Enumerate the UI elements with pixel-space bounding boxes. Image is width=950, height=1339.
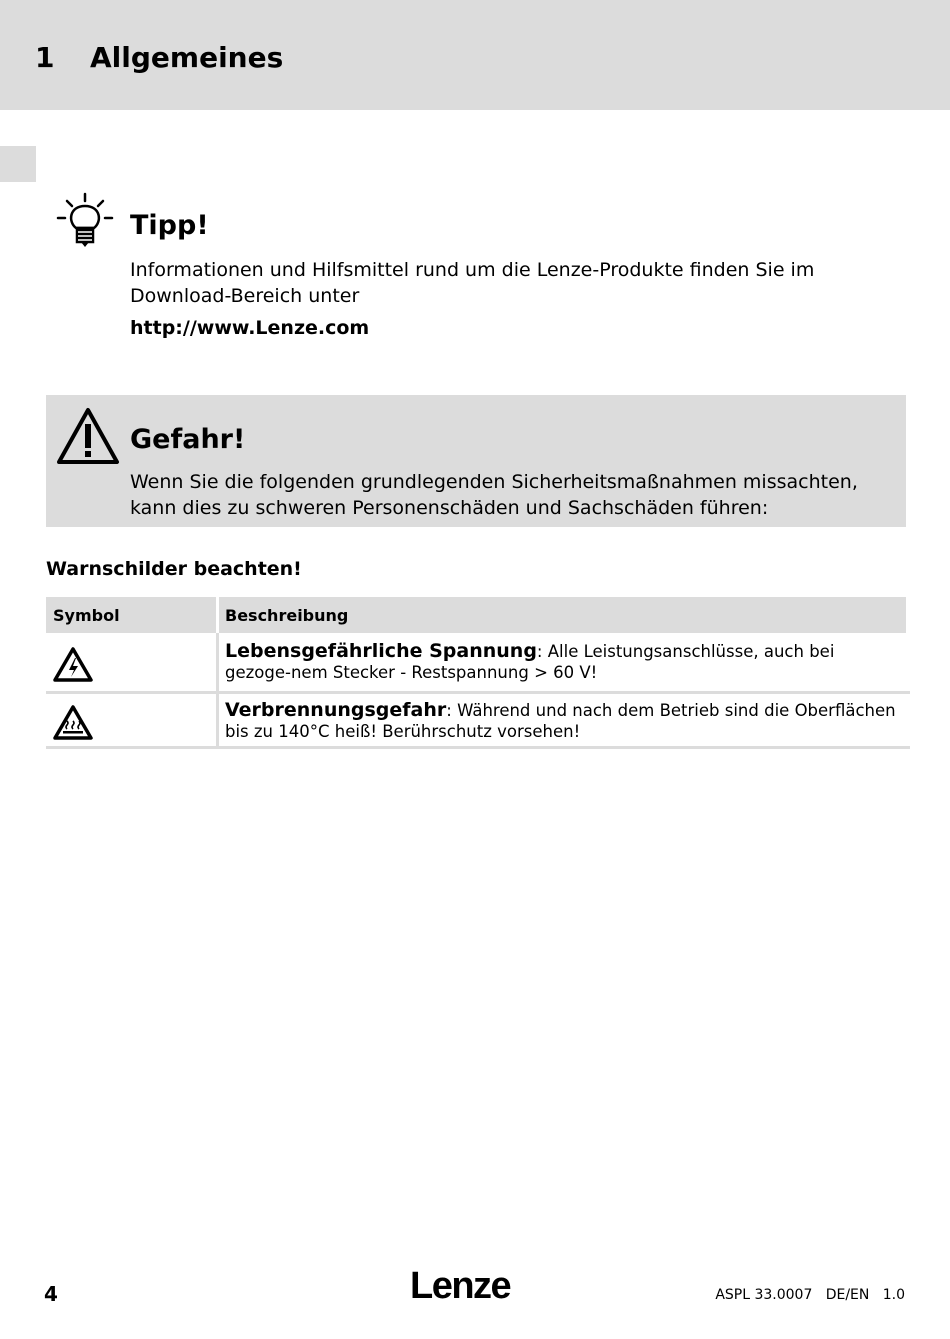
warning-text: Während und nach dem Betrieb sind die Oberflächen bis zu 140°C heiß! Berührschutz vorsehen!	[225, 701, 896, 741]
warning-text: Alle Leistungsanschlüsse, auch bei gezoge-nem Stecker - Restspannung > 60 V!	[225, 642, 835, 682]
table-row	[225, 641, 905, 683]
danger-text: Wenn Sie die folgenden grundlegenden Sicherheitsmaßnahmen missachten, kann dies zu schweren Personenschäden und Sachschäden führen:	[130, 471, 858, 519]
warning-separator: :	[446, 701, 458, 720]
tip-text: Informationen und Hilfsmittel rund um die Lenze-Produkte finden Sie im Download-Bereich unter	[130, 259, 815, 307]
document-code: ASPL 33.0007 DE/EN 1.0	[715, 1287, 905, 1303]
warning-term: Lebensgefährliche Spannung	[225, 640, 537, 662]
lenze-logo: Lenze	[410, 1265, 511, 1307]
lightbulb-icon	[56, 192, 114, 250]
hot-surface-warning-icon	[52, 704, 94, 742]
high-voltage-warning-icon	[52, 646, 94, 684]
warning-term: Verbrennungsgefahr	[225, 699, 447, 721]
table-header	[46, 597, 906, 633]
download-link[interactable]: http://www.Lenze.com	[130, 317, 370, 339]
column-header-symbol: Symbol	[53, 606, 120, 625]
side-tab-marker	[0, 146, 36, 182]
danger-title: Gefahr!	[130, 424, 246, 455]
row-divider	[46, 691, 910, 694]
tip-title: Tipp!	[130, 210, 209, 241]
column-header-description: Beschreibung	[225, 606, 349, 625]
warning-triangle-icon	[56, 406, 120, 466]
page-number: 4	[44, 1282, 58, 1306]
warning-signs-heading: Warnschilder beachten!	[46, 558, 302, 580]
warning-separator: :	[536, 642, 548, 661]
table-row	[225, 700, 905, 742]
chapter-title: Allgemeines	[90, 41, 284, 74]
row-divider	[46, 746, 910, 749]
chapter-number: 1	[35, 41, 55, 74]
